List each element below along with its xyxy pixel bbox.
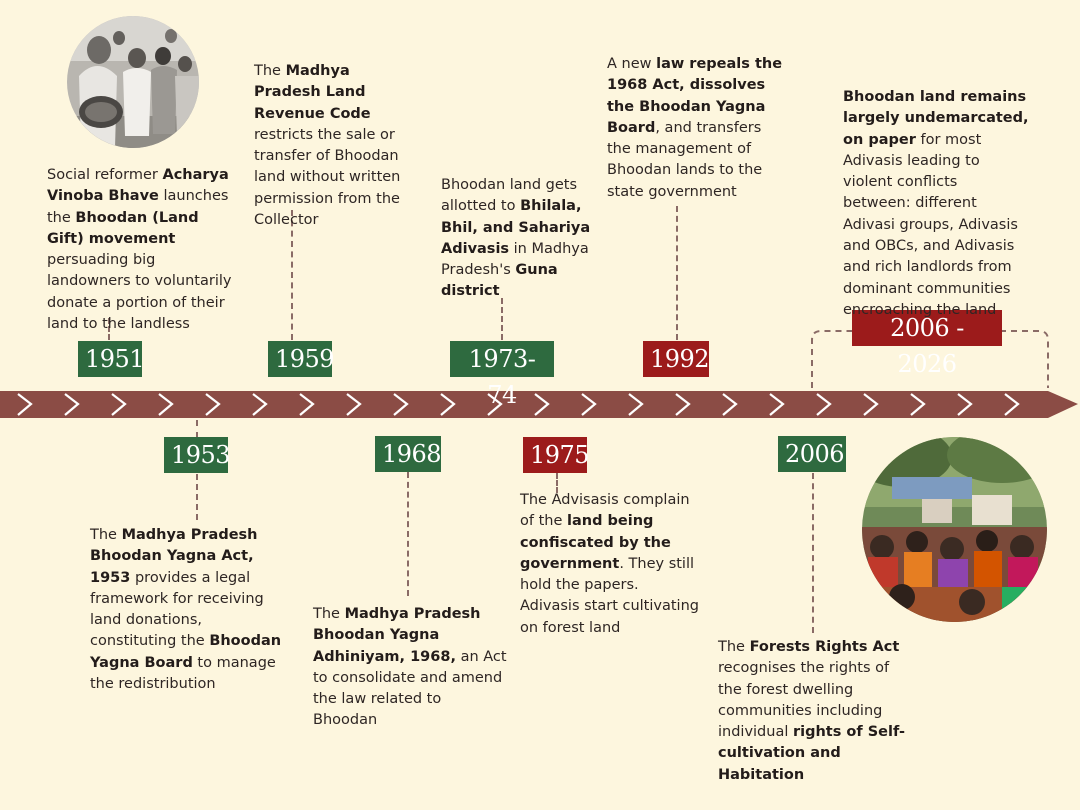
year-badge-1959: 1959 xyxy=(268,341,332,377)
event-text-segment: Madhya Pradesh Bhoodan Yagna Act, 1953 xyxy=(90,527,258,586)
event-text-2006-2026 xyxy=(843,87,1029,321)
event-text-segment: Bhoodan land gets allotted to xyxy=(441,177,578,215)
event-text-segment: persuading big landowners to voluntarily donate a portion of their land to the landless xyxy=(47,252,232,333)
event-text-segment: restricts the sale or transfer of Bhoodan land without written permission from the Collector xyxy=(254,126,401,229)
year-badge-1992: 1992 xyxy=(643,341,709,377)
event-text-1951 xyxy=(47,165,239,335)
year-badge-1975: 1975 xyxy=(523,437,587,473)
year-badge-1953: 1953 xyxy=(164,437,228,473)
event-text-segment: Forests Rights Act xyxy=(749,639,900,655)
event-text-segment: . They still hold the papers. Adivasis start cultivating on forest land xyxy=(520,555,699,636)
event-text-segment: Bhilala, Bhil, and Sahariya Adivasis xyxy=(441,198,591,257)
adivasi-protest-photo xyxy=(862,437,1047,622)
event-text-segment: an Act to consolidate and amend the law related to Bhoodan xyxy=(313,648,507,729)
event-text-1959 xyxy=(254,61,404,231)
event-text-1975 xyxy=(520,490,702,639)
event-text-segment: in Madhya Pradesh's xyxy=(441,240,589,279)
event-text-1992 xyxy=(607,54,785,203)
event-text-1968 xyxy=(313,604,509,732)
event-text-segment: The xyxy=(90,527,122,543)
event-text-segment: Bhoodan Yagna Board xyxy=(90,633,282,671)
connector-1992 xyxy=(676,206,678,340)
event-text-segment: The xyxy=(254,63,286,79)
connector-1953-b xyxy=(196,474,198,520)
year-badge-2006: 2006 xyxy=(778,436,846,472)
event-text-segment: Bhoodan (Land Gift) movement xyxy=(47,209,199,247)
event-text-segment: for most Adivasis leading to violent conflicts between: different Adivasi groups, Adivasis and OBCs, and Adivasis and rich landlords from dominant communities encroaching the land xyxy=(843,131,1018,318)
event-text-segment: land being confiscated by the government xyxy=(520,513,671,572)
connector-1973 xyxy=(501,298,503,340)
event-text-segment: Acharya Vinoba Bhave xyxy=(47,167,229,205)
year-badge-1973-74: 1973-74 xyxy=(450,341,554,377)
year-badge-1951: 1951 xyxy=(78,341,142,377)
event-text-segment: provides a legal framework for receiving land donations, constituting the xyxy=(90,569,264,650)
connector-1968 xyxy=(407,472,409,596)
event-text-segment: to manage the redistribution xyxy=(90,654,276,693)
event-text-segment: The xyxy=(313,606,345,622)
event-text-segment: The Advisasis complain of the xyxy=(520,492,690,530)
event-text-segment: rights of Self-cultivation and Habitation xyxy=(718,724,906,783)
year-badge-2006-2026: 2006 - 2026 xyxy=(852,310,1002,346)
event-text-segment: Guna district xyxy=(441,262,558,300)
event-text-1953 xyxy=(90,525,290,695)
event-text-segment: launches the xyxy=(47,188,229,226)
event-text-segment: Social reformer xyxy=(47,167,163,183)
event-text-segment: law repeals the 1968 Act, dissolves the Bhoodan Yagna Board xyxy=(607,56,783,136)
connector-2006 xyxy=(812,473,814,633)
event-text-segment: Madhya Pradesh Land Revenue Code xyxy=(254,63,371,122)
event-text-segment: recognises the rights of the forest dwelling communities including individual xyxy=(718,660,890,741)
event-text-segment: , and transfers the management of Bhoodan lands to the state government xyxy=(607,119,763,200)
event-text-segment: The xyxy=(718,639,750,655)
year-badge-1968: 1968 xyxy=(375,436,441,472)
connector-1953 xyxy=(196,420,198,438)
event-text-segment: Bhoodan land remains largely undemarcated, on paper xyxy=(843,89,1029,148)
event-text-segment: A new xyxy=(607,56,657,72)
event-text-segment: Madhya Pradesh Bhoodan Yagna Adhiniyam, 1968, xyxy=(313,606,481,665)
event-text-1973-74 xyxy=(441,175,591,303)
vinoba-bhave-march-photo xyxy=(67,16,199,148)
event-text-2006 xyxy=(718,637,914,786)
